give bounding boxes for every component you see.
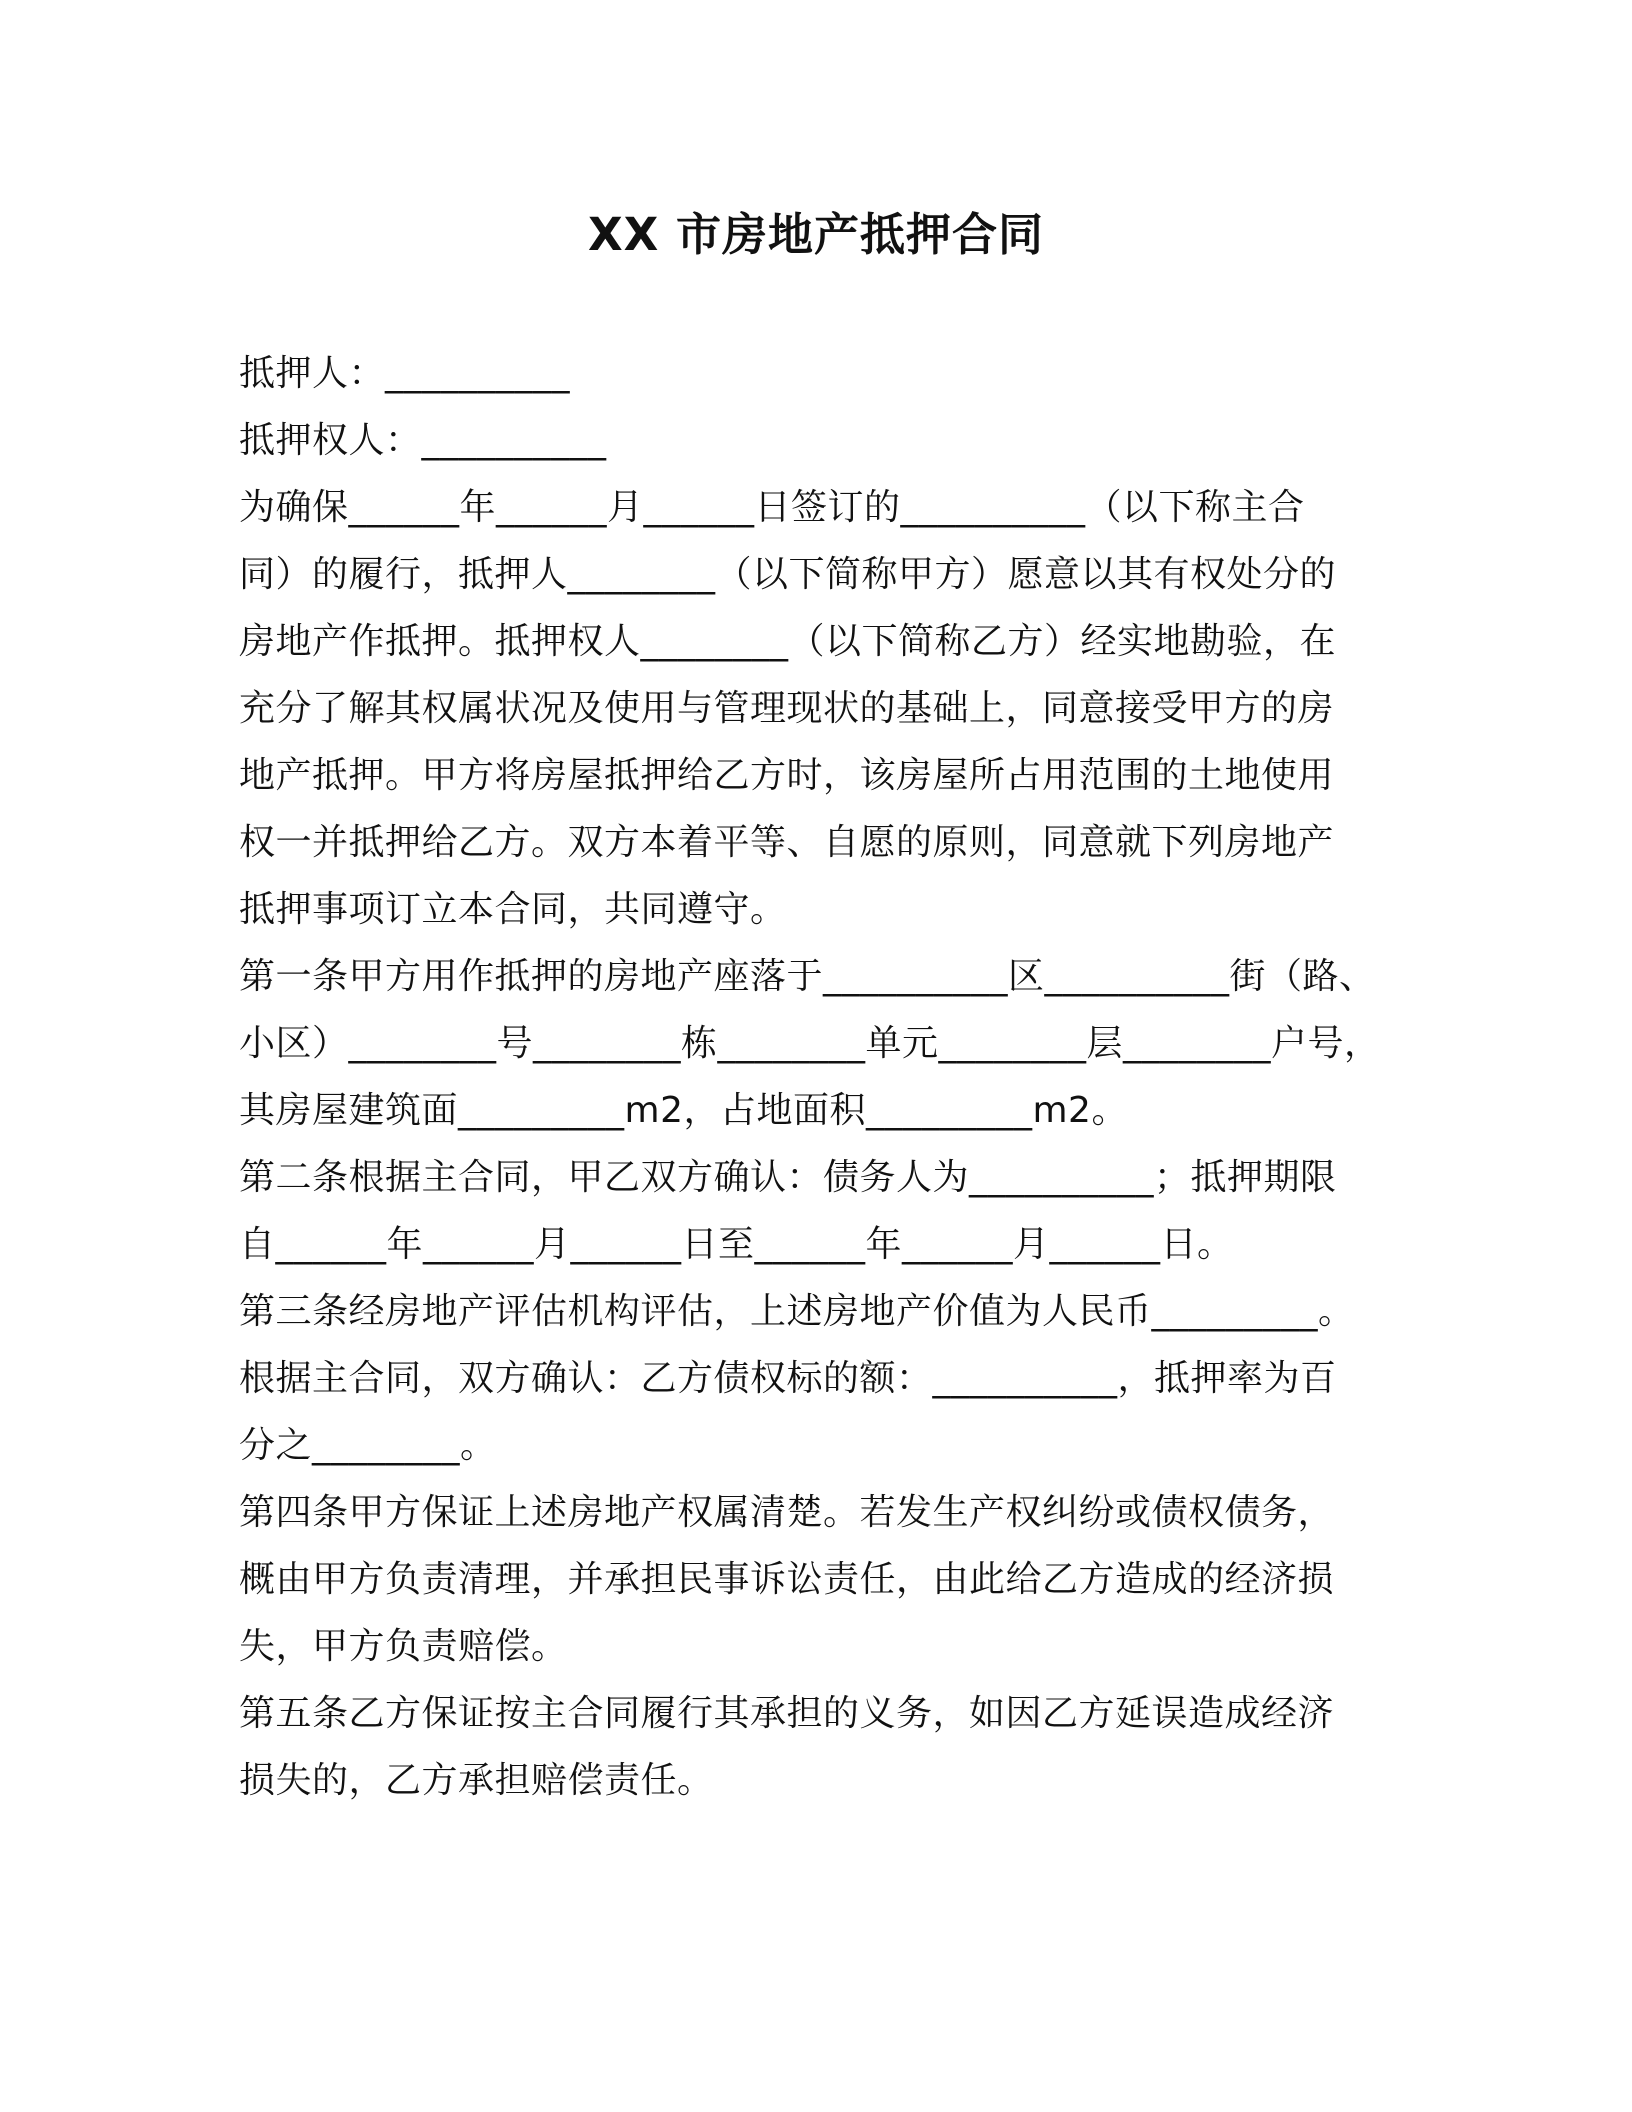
mortgagor-line: 抵押人：__________ xyxy=(239,353,571,394)
article-1-line: 其房屋建筑面_________m2，占地面积_________m2。 xyxy=(239,1090,1128,1131)
preamble-line: 权一并抵押给乙方。双方本着平等、自愿的原则，同意就下列房地产 xyxy=(239,822,1335,863)
document-body xyxy=(239,340,1394,1814)
preamble-line: 充分了解其权属状况及使用与管理现状的基础上，同意接受甲方的房 xyxy=(239,688,1335,729)
preamble-line: 房地产作抵押。抵押权人________（以下简称乙方）经实地勘验，在 xyxy=(239,621,1337,662)
article-3-line: 分之________。 xyxy=(239,1425,497,1466)
mortgagee-line: 抵押权人：__________ xyxy=(239,420,607,461)
article-4-line: 第四条甲方保证上述房地产权属清楚。若发生产权纠纷或债权债务， xyxy=(239,1492,1335,1533)
article-4-line: 概由甲方负责清理，并承担民事诉讼责任，由此给乙方造成的经济损 xyxy=(239,1559,1335,1600)
article-3-line: 根据主合同，双方确认：乙方债权标的额：__________，抵押率为百 xyxy=(239,1358,1337,1399)
article-1-line: 第一条甲方用作抵押的房地产座落于__________区__________街（路、 xyxy=(239,956,1376,997)
article-2-line: 第二条根据主合同，甲乙双方确认：债务人为__________；抵押期限 xyxy=(239,1157,1337,1198)
article-5-line: 损失的，乙方承担赔偿责任。 xyxy=(239,1760,714,1801)
article-1-line: 小区）________号________栋________单元________层________户号， xyxy=(239,1023,1381,1064)
article-3-line: 第三条经房地产评估机构评估，上述房地产价值为人民币_________。 xyxy=(239,1291,1355,1332)
article-5-line: 第五条乙方保证按主合同履行其承担的义务，如因乙方延误造成经济 xyxy=(239,1693,1335,1734)
preamble-line: 为确保______年______月______日签订的__________（以下称主合 xyxy=(239,487,1305,528)
document-title: XX 市房地产抵押合同 xyxy=(587,208,1045,261)
preamble-line: 抵押事项订立本合同，共同遵守。 xyxy=(239,889,787,930)
preamble-line: 地产抵押。甲方将房屋抵押给乙方时，该房屋所占用范围的土地使用 xyxy=(239,755,1335,796)
preamble-line: 同）的履行，抵押人________（以下简称甲方）愿意以其有权处分的 xyxy=(239,554,1337,595)
article-4-line: 失，甲方负责赔偿。 xyxy=(239,1626,568,1667)
article-2-line: 自______年______月______日至______年______月______日。 xyxy=(239,1224,1234,1265)
